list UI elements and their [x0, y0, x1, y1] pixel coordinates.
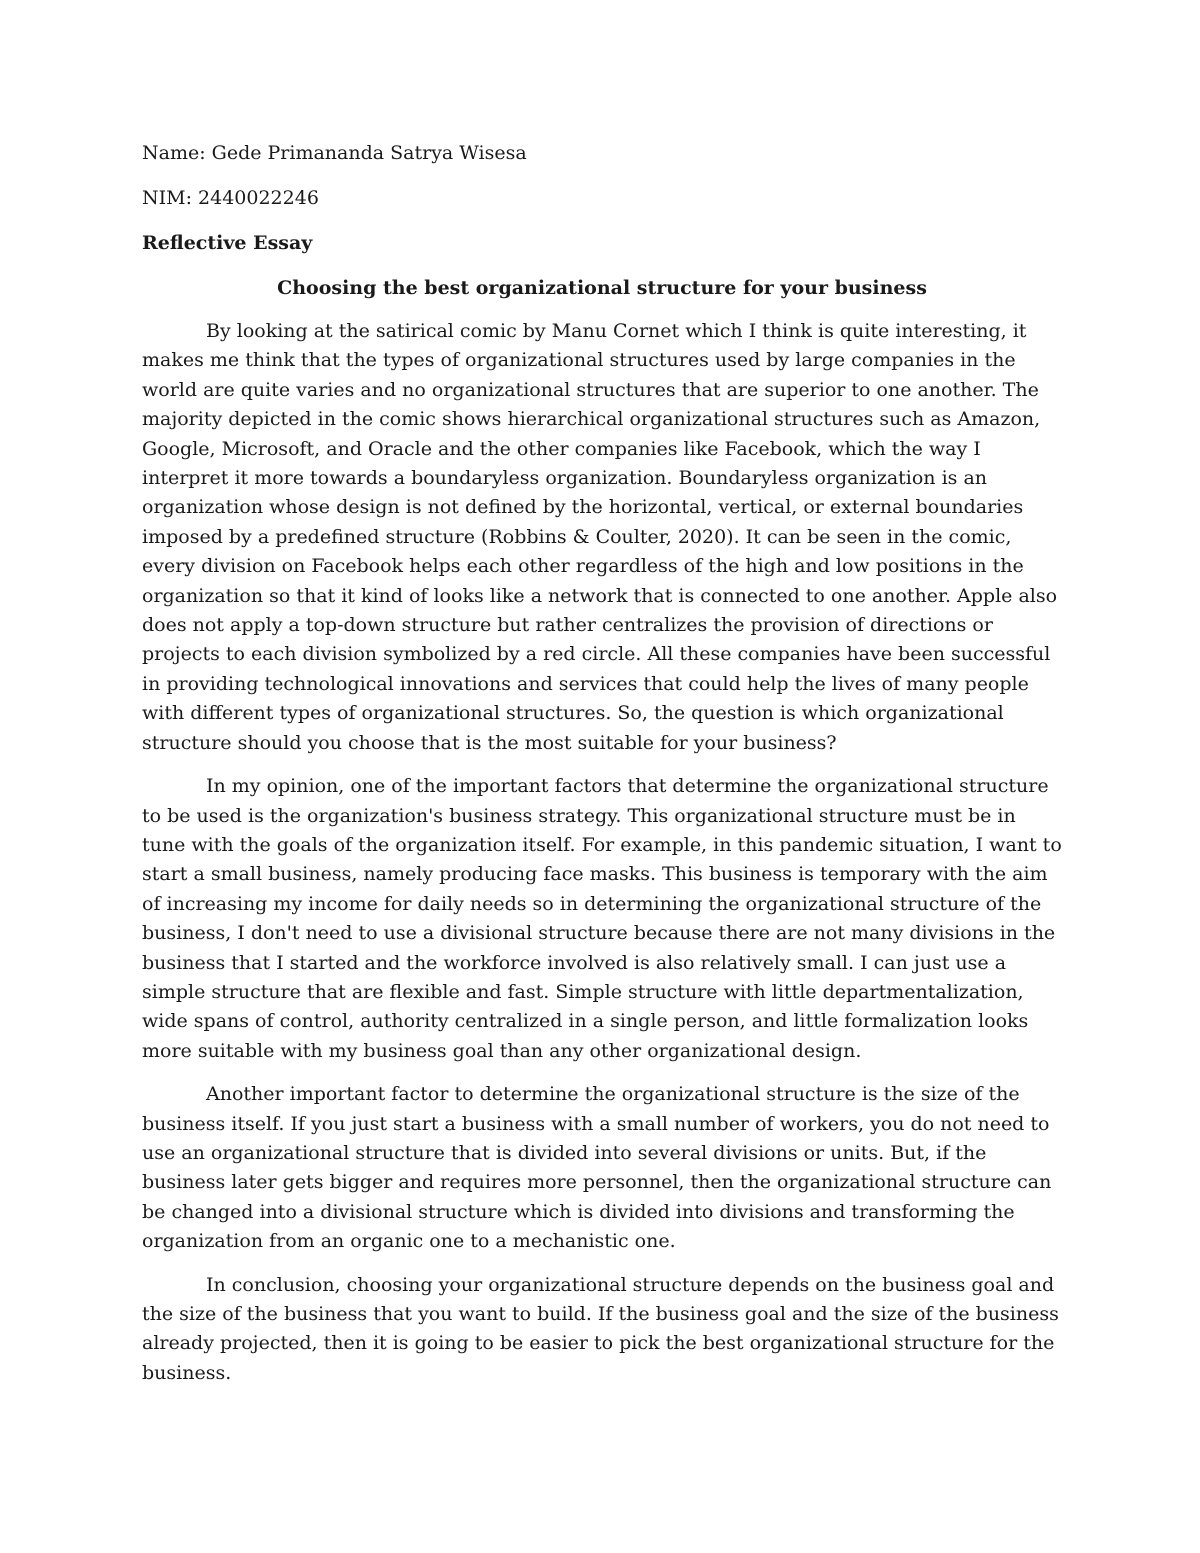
essay-paragraph-4: In conclusion, choosing your organizational structure depends on the business goal and the size of the business that you want to build. If the business goal and the size of the business already projected, then it is going to be easier to pick the best organizational structure for the business.	[142, 1273, 1059, 1384]
document-page	[142, 139, 1062, 1402]
student-name: Name: Gede Primananda Satrya Wisesa	[142, 142, 527, 164]
student-nim: NIM: 2440022246	[142, 187, 319, 209]
essay-paragraph-2: In my opinion, one of the important factors that determine the organizational structure to be used is the organization's business strategy. This organizational structure must be in tune with the goals of the organization itself. For example, in this pandemic situation, I want to start a small business, namely producing face masks. This business is temporary with the aim of increasing my income for daily needs so in determining the organizational structure of the business, I don't need to use a divisional structure because there are not many divisions in the business that I started and the workforce involved is also relatively small. I can just use a simple structure that are flexible and fast. Simple structure with little departmentalization, wide spans of control, authority centralized in a single person, and little formalization looks more suitable with my business goal than any other organizational design.	[142, 775, 1062, 1062]
essay-paragraph-1: By looking at the satirical comic by Manu Cornet which I think is quite interesting, it makes me think that the types of organizational structures used by large companies in the world are quite varies and no organizational structures that are superior to one another. The majority depicted in the comic shows hierarchical organizational structures such as Amazon, Google, Microsoft, and Oracle and the other companies like Facebook, which the way I interpret it more towards a boundaryless organization. Boundaryless organization is an organization whose design is not defined by the horizontal, vertical, or external boundaries imposed by a predefined structure (Robbins & Coulter, 2020). It can be seen in the comic, every division on Facebook helps each other regardless of the high and low positions in the organization so that it kind of looks like a network that is connected to one another. Apple also does not apply a top-down structure but rather centralizes the provision of directions or projects to each division symbolized by a red circle. All these companies have been successful in providing technological innovations and services that could help the lives of many people with different types of organizational structures. So, the question is which organizational structure should you choose that is the most suitable for your business?	[142, 320, 1058, 754]
essay-paragraph-3: Another important factor to determine the organizational structure is the size of the business itself. If you just start a business with a small number of workers, you do not need to use an organizational structure that is divided into several divisions or units. But, if the business later gets bigger and requires more personnel, then the organizational structure can be changed into a divisional structure which is divided into divisions and transforming the organization from an organic one to a mechanistic one.	[142, 1083, 1052, 1253]
essay-title: Choosing the best organizational structure for your business	[277, 277, 927, 299]
essay-label: Reflective Essay	[142, 232, 313, 254]
